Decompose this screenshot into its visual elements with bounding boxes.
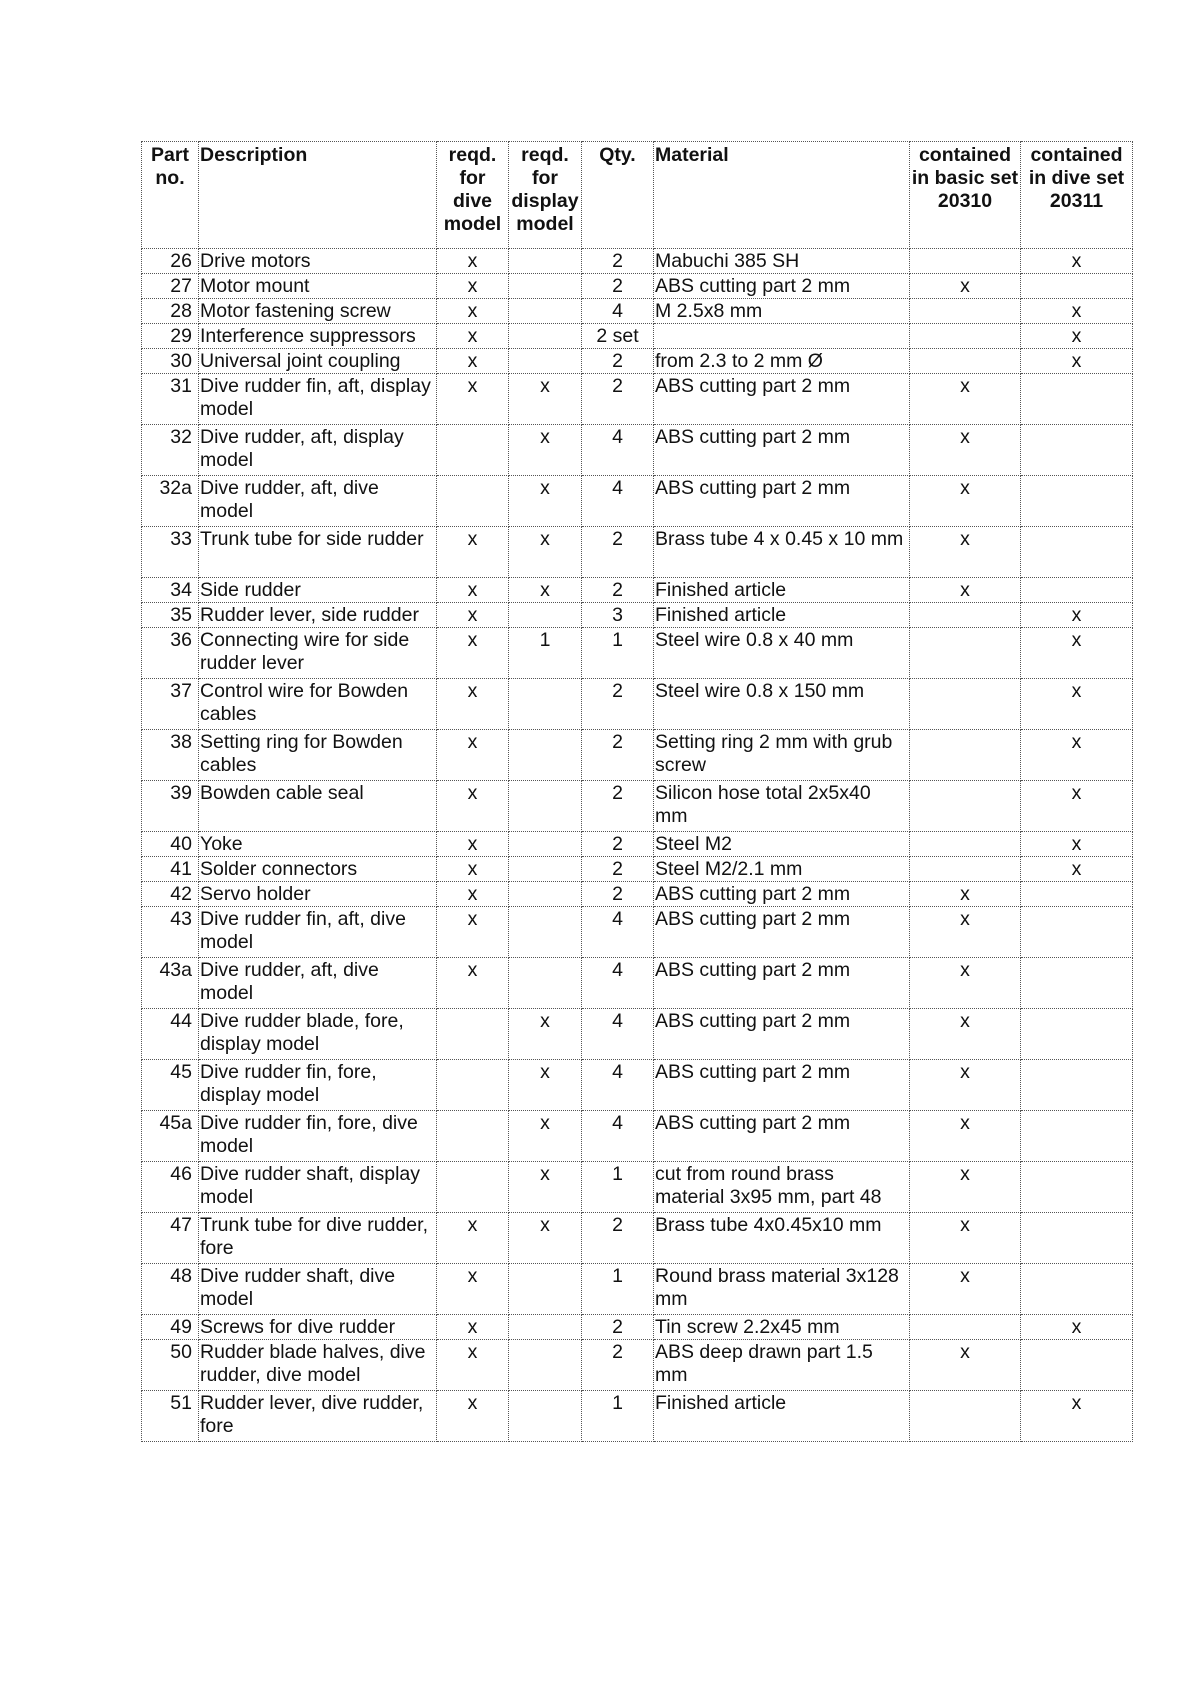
cell-basic-set: x: [910, 578, 1021, 603]
cell-reqd-dive: [437, 425, 509, 476]
cell-reqd-display: x: [509, 374, 582, 425]
table-row: [142, 527, 1133, 578]
table-row: [142, 882, 1133, 907]
cell-dive-set: [1021, 1162, 1133, 1213]
cell-description: Dive rudder fin, fore, display model: [199, 1060, 437, 1111]
cell-reqd-dive: x: [437, 249, 509, 274]
cell-dive-set: [1021, 1213, 1133, 1264]
cell-material: ABS cutting part 2 mm: [654, 425, 910, 476]
cell-material: ABS cutting part 2 mm: [654, 476, 910, 527]
cell-reqd-display: [509, 299, 582, 324]
cell-description: Side rudder: [199, 578, 437, 603]
cell-part-no: 40: [142, 832, 199, 857]
cell-qty: 2: [582, 781, 654, 832]
cell-description: Control wire for Bowden cables: [199, 679, 437, 730]
cell-part-no: 31: [142, 374, 199, 425]
cell-qty: 2: [582, 527, 654, 578]
cell-description: Dive rudder shaft, dive model: [199, 1264, 437, 1315]
cell-basic-set: x: [910, 907, 1021, 958]
cell-reqd-dive: [437, 1009, 509, 1060]
cell-reqd-display: x: [509, 527, 582, 578]
cell-qty: 2: [582, 730, 654, 781]
table-row: [142, 628, 1133, 679]
cell-qty: 2: [582, 274, 654, 299]
cell-description: Dive rudder, aft, dive model: [199, 476, 437, 527]
cell-description: Dive rudder fin, aft, dive model: [199, 907, 437, 958]
cell-description: Rudder lever, dive rudder, fore: [199, 1391, 437, 1442]
cell-qty: 2: [582, 857, 654, 882]
cell-basic-set: x: [910, 1340, 1021, 1391]
cell-basic-set: [910, 730, 1021, 781]
cell-qty: 2: [582, 679, 654, 730]
cell-part-no: 38: [142, 730, 199, 781]
table-row: [142, 1264, 1133, 1315]
parts-table: [141, 141, 1133, 1442]
cell-reqd-dive: [437, 1162, 509, 1213]
cell-qty: 4: [582, 1060, 654, 1111]
cell-part-no: 42: [142, 882, 199, 907]
cell-material: ABS cutting part 2 mm: [654, 374, 910, 425]
cell-basic-set: x: [910, 527, 1021, 578]
cell-basic-set: x: [910, 1060, 1021, 1111]
cell-basic-set: x: [910, 476, 1021, 527]
cell-basic-set: [910, 628, 1021, 679]
cell-material: Mabuchi 385 SH: [654, 249, 910, 274]
cell-part-no: 43a: [142, 958, 199, 1009]
cell-qty: 2: [582, 832, 654, 857]
cell-qty: 4: [582, 907, 654, 958]
cell-dive-set: x: [1021, 832, 1133, 857]
cell-reqd-dive: x: [437, 882, 509, 907]
cell-part-no: 51: [142, 1391, 199, 1442]
cell-reqd-display: [509, 857, 582, 882]
cell-reqd-display: [509, 603, 582, 628]
cell-qty: 4: [582, 1111, 654, 1162]
cell-qty: 2 set: [582, 324, 654, 349]
cell-basic-set: x: [910, 274, 1021, 299]
cell-description: Universal joint coupling: [199, 349, 437, 374]
cell-material: Brass tube 4 x 0.45 x 10 mm: [654, 527, 910, 578]
cell-dive-set: [1021, 1060, 1133, 1111]
table-row: [142, 1060, 1133, 1111]
cell-reqd-display: [509, 832, 582, 857]
cell-dive-set: [1021, 274, 1133, 299]
table-row: [142, 1213, 1133, 1264]
cell-qty: 1: [582, 1162, 654, 1213]
cell-reqd-display: [509, 349, 582, 374]
cell-material: Brass tube 4x0.45x10 mm: [654, 1213, 910, 1264]
cell-reqd-dive: [437, 476, 509, 527]
cell-part-no: 39: [142, 781, 199, 832]
table-row: [142, 1162, 1133, 1213]
cell-dive-set: [1021, 882, 1133, 907]
cell-description: Yoke: [199, 832, 437, 857]
cell-reqd-display: [509, 274, 582, 299]
cell-description: Bowden cable seal: [199, 781, 437, 832]
cell-part-no: 32a: [142, 476, 199, 527]
header-dive-set: contained in dive set 20311: [1021, 142, 1133, 249]
cell-qty: 2: [582, 1213, 654, 1264]
cell-basic-set: [910, 1391, 1021, 1442]
cell-basic-set: x: [910, 958, 1021, 1009]
cell-dive-set: x: [1021, 299, 1133, 324]
cell-basic-set: [910, 781, 1021, 832]
cell-part-no: 35: [142, 603, 199, 628]
cell-description: Interference suppressors: [199, 324, 437, 349]
cell-material: ABS cutting part 2 mm: [654, 958, 910, 1009]
cell-reqd-display: [509, 781, 582, 832]
cell-basic-set: x: [910, 425, 1021, 476]
cell-qty: 1: [582, 1391, 654, 1442]
cell-reqd-dive: x: [437, 730, 509, 781]
cell-description: Dive rudder, aft, dive model: [199, 958, 437, 1009]
cell-material: ABS cutting part 2 mm: [654, 882, 910, 907]
cell-description: Connecting wire for side rudder lever: [199, 628, 437, 679]
cell-description: Servo holder: [199, 882, 437, 907]
cell-part-no: 26: [142, 249, 199, 274]
cell-part-no: 43: [142, 907, 199, 958]
header-material: Material: [654, 142, 910, 249]
cell-reqd-display: [509, 679, 582, 730]
cell-dive-set: x: [1021, 1315, 1133, 1340]
cell-material: ABS cutting part 2 mm: [654, 907, 910, 958]
cell-description: Dive rudder shaft, display model: [199, 1162, 437, 1213]
cell-reqd-display: x: [509, 1111, 582, 1162]
cell-material: Round brass material 3x128 mm: [654, 1264, 910, 1315]
cell-part-no: 29: [142, 324, 199, 349]
cell-material: Steel wire 0.8 x 40 mm: [654, 628, 910, 679]
cell-part-no: 45a: [142, 1111, 199, 1162]
cell-reqd-dive: x: [437, 1213, 509, 1264]
cell-reqd-display: x: [509, 1060, 582, 1111]
cell-reqd-dive: x: [437, 1391, 509, 1442]
cell-description: Trunk tube for side rudder: [199, 527, 437, 578]
cell-qty: 2: [582, 882, 654, 907]
cell-material: from 2.3 to 2 mm Ø: [654, 349, 910, 374]
table-row: [142, 374, 1133, 425]
cell-material: ABS cutting part 2 mm: [654, 274, 910, 299]
header-part-no: Part no.: [142, 142, 199, 249]
cell-reqd-display: x: [509, 1213, 582, 1264]
cell-part-no: 37: [142, 679, 199, 730]
cell-dive-set: [1021, 958, 1133, 1009]
cell-reqd-dive: x: [437, 958, 509, 1009]
cell-part-no: 34: [142, 578, 199, 603]
cell-dive-set: x: [1021, 603, 1133, 628]
cell-reqd-display: x: [509, 1162, 582, 1213]
table-row: [142, 578, 1133, 603]
table-row: [142, 324, 1133, 349]
table-row: [142, 1315, 1133, 1340]
cell-reqd-display: [509, 1264, 582, 1315]
cell-part-no: 27: [142, 274, 199, 299]
cell-description: Rudder blade halves, dive rudder, dive model: [199, 1340, 437, 1391]
cell-description: Motor fastening screw: [199, 299, 437, 324]
cell-basic-set: [910, 349, 1021, 374]
cell-dive-set: [1021, 1264, 1133, 1315]
cell-qty: 4: [582, 299, 654, 324]
table-row: [142, 832, 1133, 857]
cell-material: [654, 324, 910, 349]
cell-reqd-dive: x: [437, 1264, 509, 1315]
cell-description: Dive rudder fin, fore, dive model: [199, 1111, 437, 1162]
cell-reqd-display: 1: [509, 628, 582, 679]
table-row: [142, 299, 1133, 324]
cell-reqd-dive: [437, 1111, 509, 1162]
cell-reqd-display: x: [509, 476, 582, 527]
cell-reqd-display: [509, 249, 582, 274]
cell-dive-set: [1021, 374, 1133, 425]
cell-reqd-display: x: [509, 578, 582, 603]
cell-dive-set: x: [1021, 781, 1133, 832]
cell-basic-set: x: [910, 882, 1021, 907]
cell-qty: 4: [582, 1009, 654, 1060]
cell-basic-set: x: [910, 374, 1021, 425]
cell-reqd-dive: x: [437, 628, 509, 679]
cell-material: Finished article: [654, 1391, 910, 1442]
table-row: [142, 679, 1133, 730]
cell-qty: 3: [582, 603, 654, 628]
cell-reqd-dive: x: [437, 781, 509, 832]
cell-dive-set: x: [1021, 730, 1133, 781]
cell-reqd-dive: x: [437, 1315, 509, 1340]
cell-part-no: 30: [142, 349, 199, 374]
cell-basic-set: [910, 1315, 1021, 1340]
table-row: [142, 1340, 1133, 1391]
header-row: [142, 142, 1133, 249]
cell-reqd-dive: x: [437, 1340, 509, 1391]
table-row: [142, 274, 1133, 299]
table-row: [142, 603, 1133, 628]
table-row: [142, 476, 1133, 527]
cell-reqd-dive: x: [437, 527, 509, 578]
cell-reqd-dive: x: [437, 324, 509, 349]
cell-basic-set: x: [910, 1009, 1021, 1060]
cell-description: Drive motors: [199, 249, 437, 274]
cell-dive-set: x: [1021, 679, 1133, 730]
cell-description: Screws for dive rudder: [199, 1315, 437, 1340]
header-reqd-dive: reqd. for dive model: [437, 142, 509, 249]
cell-dive-set: x: [1021, 1391, 1133, 1442]
cell-basic-set: [910, 603, 1021, 628]
cell-reqd-dive: x: [437, 603, 509, 628]
cell-qty: 2: [582, 249, 654, 274]
cell-material: ABS cutting part 2 mm: [654, 1009, 910, 1060]
cell-dive-set: x: [1021, 628, 1133, 679]
cell-material: Setting ring 2 mm with grub screw: [654, 730, 910, 781]
cell-basic-set: [910, 857, 1021, 882]
cell-reqd-dive: x: [437, 374, 509, 425]
cell-description: Trunk tube for dive rudder, fore: [199, 1213, 437, 1264]
cell-material: ABS deep drawn part 1.5 mm: [654, 1340, 910, 1391]
cell-reqd-display: [509, 1391, 582, 1442]
cell-reqd-dive: x: [437, 578, 509, 603]
cell-qty: 4: [582, 958, 654, 1009]
cell-reqd-display: x: [509, 1009, 582, 1060]
cell-qty: 2: [582, 349, 654, 374]
header-basic-set: contained in basic set 20310: [910, 142, 1021, 249]
cell-dive-set: x: [1021, 249, 1133, 274]
table-row: [142, 425, 1133, 476]
cell-part-no: 33: [142, 527, 199, 578]
table-row: [142, 907, 1133, 958]
cell-basic-set: [910, 299, 1021, 324]
cell-description: Dive rudder fin, aft, display model: [199, 374, 437, 425]
table-row: [142, 857, 1133, 882]
cell-description: Motor mount: [199, 274, 437, 299]
cell-part-no: 32: [142, 425, 199, 476]
parts-table-body: [142, 249, 1133, 1442]
table-row: [142, 781, 1133, 832]
cell-material: Steel wire 0.8 x 150 mm: [654, 679, 910, 730]
cell-qty: 1: [582, 1264, 654, 1315]
cell-reqd-dive: x: [437, 907, 509, 958]
cell-reqd-dive: x: [437, 832, 509, 857]
cell-reqd-display: [509, 958, 582, 1009]
cell-dive-set: x: [1021, 324, 1133, 349]
cell-part-no: 36: [142, 628, 199, 679]
cell-qty: 1: [582, 628, 654, 679]
cell-material: Steel M2: [654, 832, 910, 857]
table-row: [142, 958, 1133, 1009]
cell-basic-set: [910, 679, 1021, 730]
cell-basic-set: [910, 324, 1021, 349]
cell-basic-set: x: [910, 1111, 1021, 1162]
cell-qty: 4: [582, 476, 654, 527]
cell-basic-set: x: [910, 1162, 1021, 1213]
table-row: [142, 249, 1133, 274]
cell-description: Solder connectors: [199, 857, 437, 882]
cell-dive-set: [1021, 1340, 1133, 1391]
cell-qty: 2: [582, 1340, 654, 1391]
cell-description: Dive rudder, aft, display model: [199, 425, 437, 476]
cell-material: Steel M2/2.1 mm: [654, 857, 910, 882]
cell-qty: 2: [582, 578, 654, 603]
cell-material: Finished article: [654, 603, 910, 628]
cell-description: Dive rudder blade, fore, display model: [199, 1009, 437, 1060]
cell-reqd-dive: x: [437, 857, 509, 882]
header-reqd-display: reqd. for display model: [509, 142, 582, 249]
cell-basic-set: [910, 832, 1021, 857]
cell-material: Silicon hose total 2x5x40 mm: [654, 781, 910, 832]
table-row: [142, 1009, 1133, 1060]
table-row: [142, 730, 1133, 781]
cell-reqd-display: [509, 1340, 582, 1391]
cell-material: ABS cutting part 2 mm: [654, 1111, 910, 1162]
cell-basic-set: x: [910, 1213, 1021, 1264]
cell-description: Rudder lever, side rudder: [199, 603, 437, 628]
cell-material: Tin screw 2.2x45 mm: [654, 1315, 910, 1340]
cell-dive-set: [1021, 476, 1133, 527]
cell-part-no: 48: [142, 1264, 199, 1315]
cell-dive-set: [1021, 907, 1133, 958]
cell-reqd-display: [509, 907, 582, 958]
cell-material: ABS cutting part 2 mm: [654, 1060, 910, 1111]
header-qty: Qty.: [582, 142, 654, 249]
cell-description: Setting ring for Bowden cables: [199, 730, 437, 781]
cell-reqd-display: [509, 882, 582, 907]
cell-reqd-dive: x: [437, 274, 509, 299]
cell-reqd-display: x: [509, 425, 582, 476]
table-row: [142, 349, 1133, 374]
cell-basic-set: x: [910, 1264, 1021, 1315]
cell-part-no: 44: [142, 1009, 199, 1060]
cell-qty: 2: [582, 1315, 654, 1340]
cell-part-no: 41: [142, 857, 199, 882]
cell-part-no: 28: [142, 299, 199, 324]
cell-reqd-display: [509, 730, 582, 781]
cell-reqd-dive: x: [437, 349, 509, 374]
cell-dive-set: x: [1021, 857, 1133, 882]
cell-reqd-display: [509, 1315, 582, 1340]
cell-part-no: 47: [142, 1213, 199, 1264]
cell-part-no: 45: [142, 1060, 199, 1111]
cell-reqd-display: [509, 324, 582, 349]
cell-qty: 2: [582, 374, 654, 425]
cell-material: M 2.5x8 mm: [654, 299, 910, 324]
cell-dive-set: [1021, 578, 1133, 603]
cell-material: Finished article: [654, 578, 910, 603]
cell-dive-set: [1021, 1111, 1133, 1162]
cell-basic-set: [910, 249, 1021, 274]
cell-qty: 4: [582, 425, 654, 476]
table-row: [142, 1391, 1133, 1442]
header-description: Description: [199, 142, 437, 249]
cell-dive-set: [1021, 1009, 1133, 1060]
cell-material: cut from round brass material 3x95 mm, part 48: [654, 1162, 910, 1213]
cell-reqd-dive: x: [437, 299, 509, 324]
cell-dive-set: x: [1021, 349, 1133, 374]
cell-part-no: 46: [142, 1162, 199, 1213]
table-row: [142, 1111, 1133, 1162]
cell-dive-set: [1021, 527, 1133, 578]
cell-reqd-dive: x: [437, 679, 509, 730]
cell-part-no: 50: [142, 1340, 199, 1391]
cell-reqd-dive: [437, 1060, 509, 1111]
cell-part-no: 49: [142, 1315, 199, 1340]
cell-dive-set: [1021, 425, 1133, 476]
